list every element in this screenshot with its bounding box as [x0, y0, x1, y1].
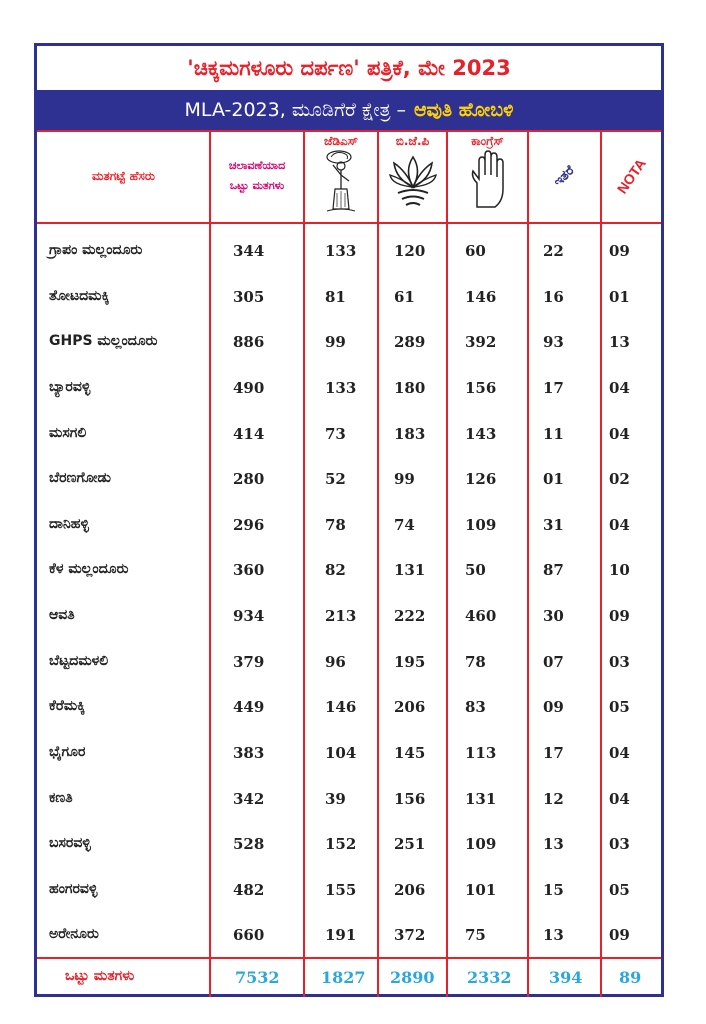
jds-cell: 78: [325, 516, 346, 534]
table-row: [37, 457, 661, 502]
polled-cell: 886: [233, 333, 265, 351]
bjp-cell: 372: [394, 926, 426, 944]
bjp-cell: 183: [394, 425, 426, 443]
nota-cell: 03: [609, 835, 630, 853]
congress-cell: 83: [465, 698, 486, 716]
jds-cell: 96: [325, 653, 346, 671]
total-congress: 2332: [467, 968, 512, 987]
polled-cell: 449: [233, 698, 265, 716]
jds-cell: 146: [325, 698, 357, 716]
hand-icon: [465, 149, 511, 211]
others-cell: 22: [543, 242, 564, 260]
col-header-others: [528, 130, 601, 222]
total-label: ಒಟ್ಟು ಮತಗಳು: [65, 968, 135, 984]
jds-cell: 152: [325, 835, 357, 853]
bjp-cell: 251: [394, 835, 426, 853]
congress-cell: 113: [465, 744, 497, 762]
congress-cell: 109: [465, 835, 497, 853]
nota-cell: 10: [609, 561, 630, 579]
polled-header-line2: ಒಟ್ಟು ಮತಗಳು: [229, 179, 285, 192]
bjp-cell: 206: [394, 881, 426, 899]
nota-cell: 05: [609, 698, 630, 716]
lotus-icon: [388, 149, 438, 211]
polled-cell: 528: [233, 835, 265, 853]
others-cell: 09: [543, 698, 564, 716]
nota-cell: 09: [609, 242, 630, 260]
polled-cell: 660: [233, 926, 265, 944]
table-row: [37, 685, 661, 730]
jds-header-label: ಜೆಡಿಎಸ್: [323, 134, 359, 148]
nota-cell: 04: [609, 516, 630, 534]
table-row: [37, 412, 661, 457]
booth-name: ಮಸಗಲಿ: [49, 425, 87, 441]
header-bottom-rule: [37, 222, 661, 224]
polled-cell: 482: [233, 881, 265, 899]
nota-cell: 13: [609, 333, 630, 351]
polled-cell: 280: [233, 470, 265, 488]
nota-cell: 09: [609, 926, 630, 944]
congress-cell: 460: [465, 607, 497, 625]
others-cell: 13: [543, 835, 564, 853]
others-cell: 12: [543, 790, 564, 808]
polled-cell: 934: [233, 607, 265, 625]
others-cell: 31: [543, 516, 564, 534]
jds-cell: 104: [325, 744, 357, 762]
others-cell: 87: [543, 561, 564, 579]
others-cell: 93: [543, 333, 564, 351]
jds-cell: 133: [325, 379, 357, 397]
bjp-cell: 156: [394, 790, 426, 808]
bjp-cell: 131: [394, 561, 426, 579]
bjp-cell: 289: [394, 333, 426, 351]
others-cell: 16: [543, 288, 564, 306]
congress-cell: 50: [465, 561, 486, 579]
nota-cell: 03: [609, 653, 630, 671]
table-row: [37, 320, 661, 365]
congress-cell: 156: [465, 379, 497, 397]
others-cell: 01: [543, 470, 564, 488]
nota-header-label: NOTA: [613, 155, 649, 197]
table-row: [37, 229, 661, 274]
farmer-woman-icon: [321, 149, 361, 215]
congress-cell: 109: [465, 516, 497, 534]
booth-name: ದಾನಿಹಳ್ಳಿ: [49, 516, 89, 532]
booth-name: ಅರೇನೂರು: [49, 926, 99, 942]
bjp-cell: 120: [394, 242, 426, 260]
bjp-cell: 61: [394, 288, 415, 306]
nota-cell: 04: [609, 379, 630, 397]
table-row: [37, 640, 661, 685]
page-title: 'ಚಿಕ್ಕಮಗಳೂರು ದರ್ಪಣ' ಪತ್ರಿಕೆ, ಮೇ 2023: [187, 55, 511, 80]
booth-name: ಬೆಟ್ಟದಮಳಲಿ: [49, 653, 109, 669]
table-row: [37, 822, 661, 867]
congress-cell: 126: [465, 470, 497, 488]
polled-header-line1: ಚಲಾವಣೆಯಾದ: [228, 159, 286, 172]
total-jds: 1827: [321, 968, 366, 987]
others-cell: 07: [543, 653, 564, 671]
bjp-cell: 74: [394, 516, 415, 534]
booth-name: GHPS ಮಲ್ಲಂದೂರು: [49, 333, 158, 349]
table-row: [37, 366, 661, 411]
jds-cell: 99: [325, 333, 346, 351]
booth-name: ಬಸರವಳ್ಳಿ: [49, 835, 91, 851]
others-cell: 17: [543, 744, 564, 762]
booth-name: ಗ್ರಾಪಂ ಮಲ್ಲಂದೂರು: [49, 242, 143, 258]
table-subtitle: [37, 90, 661, 130]
bjp-cell: 206: [394, 698, 426, 716]
table-row: [37, 594, 661, 639]
bjp-cell: 99: [394, 470, 415, 488]
congress-cell: 60: [465, 242, 486, 260]
total-others: 394: [549, 968, 583, 987]
jds-cell: 73: [325, 425, 346, 443]
jds-cell: 52: [325, 470, 346, 488]
booth-name: ಬ್ಯಾರವಳ್ಳಿ: [49, 379, 91, 395]
table-row: [37, 913, 661, 958]
booth-name: ಕಣತಿ: [49, 790, 73, 806]
polled-cell: 490: [233, 379, 265, 397]
booth-header-label: ಮತಗಟ್ಟೆ ಹೆಸರು: [92, 168, 155, 183]
jds-cell: 191: [325, 926, 357, 944]
col-header-bjp: [378, 130, 447, 222]
table-row: [37, 777, 661, 822]
congress-cell: 78: [465, 653, 486, 671]
jds-cell: 82: [325, 561, 346, 579]
total-nota: 89: [619, 968, 642, 987]
jds-cell: 81: [325, 288, 346, 306]
polled-cell: 383: [233, 744, 265, 762]
polled-cell: 344: [233, 242, 265, 260]
polled-cell: 379: [233, 653, 265, 671]
table-row: [37, 275, 661, 320]
polled-cell: 296: [233, 516, 265, 534]
total-row: [37, 959, 661, 997]
jds-cell: 213: [325, 607, 357, 625]
col-header-booth: [37, 130, 210, 222]
nota-cell: 02: [609, 470, 630, 488]
booth-name: ಬೆರಣಗೋಡು: [49, 470, 111, 486]
nota-cell: 09: [609, 607, 630, 625]
col-header-jds: [304, 130, 378, 222]
congress-header-label: ಕಾಂಗ್ರೆಸ್: [471, 134, 504, 148]
booth-name: ಕೆಳ ಮಲ್ಲಂದೂರು: [49, 561, 129, 577]
bjp-cell: 222: [394, 607, 426, 625]
congress-cell: 146: [465, 288, 497, 306]
subtitle-highlight: ಆವುತಿ ಹೋಬಳಿ: [414, 99, 514, 121]
bjp-cell: 145: [394, 744, 426, 762]
header-top-rule: [37, 130, 661, 132]
others-cell: 15: [543, 881, 564, 899]
nota-cell: 04: [609, 790, 630, 808]
others-cell: 30: [543, 607, 564, 625]
nota-cell: 01: [609, 288, 630, 306]
nota-cell: 04: [609, 425, 630, 443]
nota-cell: 04: [609, 744, 630, 762]
results-table-frame: [34, 43, 664, 997]
total-polled: 7532: [235, 968, 280, 987]
polled-cell: 360: [233, 561, 265, 579]
table-row: [37, 868, 661, 913]
nota-cell: 05: [609, 881, 630, 899]
table-row: [37, 503, 661, 548]
jds-cell: 155: [325, 881, 357, 899]
booth-name: ಆವತಿ: [49, 607, 75, 623]
bjp-header-label: ಬಿ.ಜೆ.ಪಿ: [395, 134, 430, 148]
booth-name: ತೋಟದಮಕ್ಕಿ: [49, 288, 110, 304]
total-bjp: 2890: [390, 968, 435, 987]
jds-cell: 39: [325, 790, 346, 808]
polled-cell: 414: [233, 425, 265, 443]
booth-name: ಕೆರೆಮಕ್ಕಿ: [49, 698, 86, 714]
congress-cell: 131: [465, 790, 497, 808]
polled-cell: 342: [233, 790, 265, 808]
congress-cell: 75: [465, 926, 486, 944]
subtitle-main: MLA-2023, ಮೂಡಿಗೆರೆ ಕ್ಷೇತ್ರ –: [184, 99, 406, 121]
table-row: [37, 731, 661, 776]
booth-name: ಭೈಗೂರ: [49, 744, 86, 760]
congress-cell: 101: [465, 881, 497, 899]
booth-name: ಹಂಗರವಳ್ಳಿ: [49, 881, 98, 897]
jds-cell: 133: [325, 242, 357, 260]
bjp-cell: 195: [394, 653, 426, 671]
others-cell: 17: [543, 379, 564, 397]
table-row: [37, 548, 661, 593]
others-cell: 13: [543, 926, 564, 944]
others-cell: 11: [543, 425, 564, 443]
col-header-congress: [447, 130, 528, 222]
congress-cell: 392: [465, 333, 497, 351]
col-header-nota: [601, 130, 661, 222]
others-header-label: ಇತರೆ: [551, 162, 578, 190]
congress-cell: 143: [465, 425, 497, 443]
bjp-cell: 180: [394, 379, 426, 397]
col-header-polled: [210, 130, 304, 222]
polled-cell: 305: [233, 288, 265, 306]
